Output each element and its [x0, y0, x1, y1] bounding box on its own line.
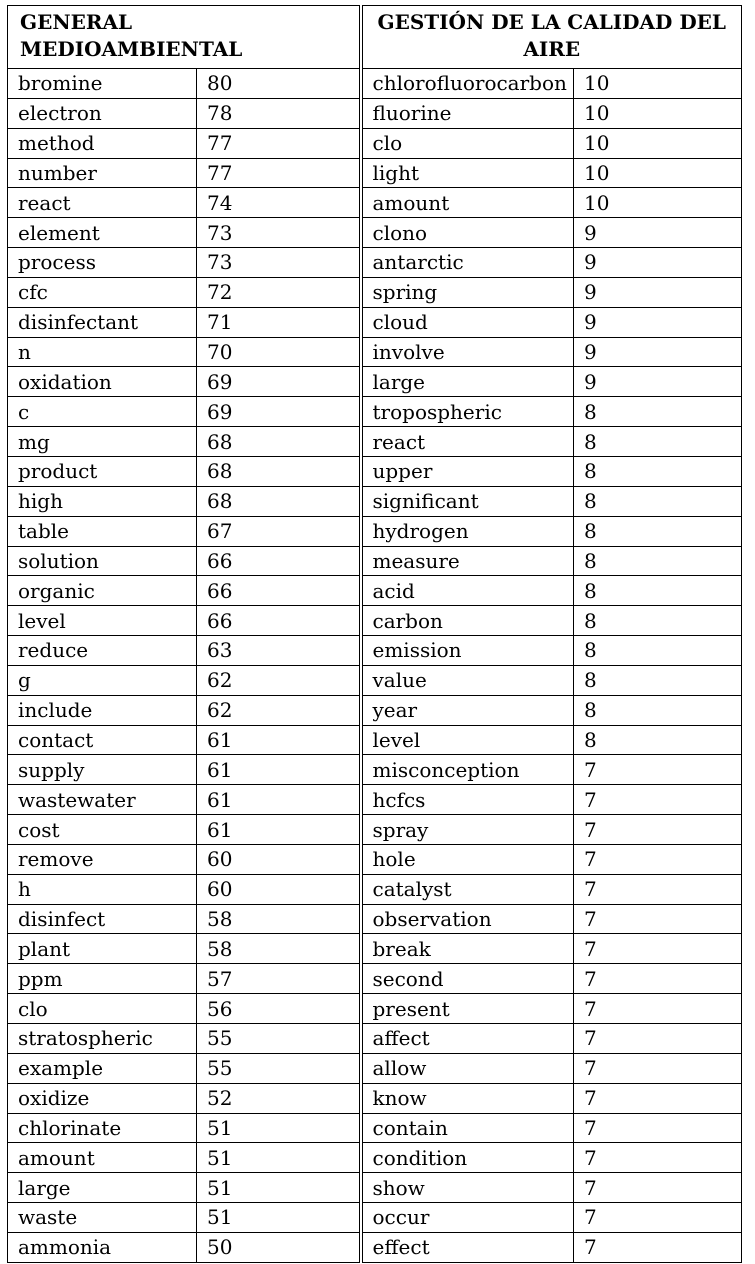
air-count-cell: 7 [574, 1173, 742, 1203]
air-term-cell: value [361, 665, 574, 695]
air-term-cell: present [361, 994, 574, 1024]
air-term-cell: condition [361, 1143, 574, 1173]
general-count-cell: 80 [197, 69, 361, 99]
air-term-cell: effect [361, 1232, 574, 1262]
table-row [8, 218, 742, 248]
general-count-cell: 61 [197, 755, 361, 785]
air-count-cell: 8 [574, 576, 742, 606]
air-term-cell: misconception [361, 755, 574, 785]
table-row [8, 964, 742, 994]
air-count-cell: 8 [574, 695, 742, 725]
general-term-cell: disinfect [8, 904, 197, 934]
air-term-cell: observation [361, 904, 574, 934]
general-term-cell: chlorinate [8, 1113, 197, 1143]
air-count-cell: 9 [574, 277, 742, 307]
table-row [8, 844, 742, 874]
air-count-cell: 7 [574, 904, 742, 934]
air-count-cell: 10 [574, 98, 742, 128]
general-count-cell: 70 [197, 337, 361, 367]
air-term-cell: catalyst [361, 874, 574, 904]
air-count-cell: 8 [574, 546, 742, 576]
table-row [8, 158, 742, 188]
air-count-cell: 8 [574, 606, 742, 636]
air-term-cell: spring [361, 277, 574, 307]
air-count-cell: 8 [574, 427, 742, 457]
general-count-cell: 61 [197, 815, 361, 845]
table-row [8, 874, 742, 904]
general-term-cell: oxidation [8, 367, 197, 397]
air-count-cell: 7 [574, 844, 742, 874]
table-row [8, 755, 742, 785]
general-count-cell: 50 [197, 1232, 361, 1262]
air-count-cell: 8 [574, 516, 742, 546]
general-count-cell: 61 [197, 725, 361, 755]
general-count-cell: 71 [197, 307, 361, 337]
general-count-cell: 73 [197, 248, 361, 278]
air-count-cell: 8 [574, 397, 742, 427]
general-count-cell: 51 [197, 1113, 361, 1143]
table-row [8, 1024, 742, 1054]
air-term-cell: second [361, 964, 574, 994]
table-row [8, 665, 742, 695]
air-count-cell: 7 [574, 1232, 742, 1262]
general-term-cell: g [8, 665, 197, 695]
table-container [7, 5, 742, 1263]
general-count-cell: 58 [197, 934, 361, 964]
general-count-cell: 63 [197, 636, 361, 666]
table-row [8, 307, 742, 337]
air-count-cell: 7 [574, 994, 742, 1024]
general-term-cell: reduce [8, 636, 197, 666]
air-term-cell: clo [361, 128, 574, 158]
air-count-cell: 7 [574, 1053, 742, 1083]
air-count-cell: 9 [574, 337, 742, 367]
header-general-medioambiental: GENERAL MEDIOAMBIENTAL [8, 6, 361, 69]
general-term-cell: high [8, 486, 197, 516]
table-row [8, 546, 742, 576]
general-count-cell: 77 [197, 158, 361, 188]
general-term-cell: large [8, 1173, 197, 1203]
table-row [8, 69, 742, 99]
air-term-cell: contain [361, 1113, 574, 1143]
general-count-cell: 58 [197, 904, 361, 934]
table-row [8, 188, 742, 218]
air-count-cell: 8 [574, 456, 742, 486]
general-count-cell: 78 [197, 98, 361, 128]
table-row [8, 1232, 742, 1262]
general-count-cell: 62 [197, 665, 361, 695]
table-row [8, 277, 742, 307]
air-count-cell: 7 [574, 815, 742, 845]
table-body [8, 69, 742, 1263]
air-count-cell: 7 [574, 874, 742, 904]
general-term-cell: oxidize [8, 1083, 197, 1113]
general-count-cell: 57 [197, 964, 361, 994]
general-term-cell: element [8, 218, 197, 248]
general-term-cell: c [8, 397, 197, 427]
air-term-cell: hydrogen [361, 516, 574, 546]
general-term-cell: waste [8, 1203, 197, 1233]
air-count-cell: 7 [574, 1203, 742, 1233]
table-row [8, 695, 742, 725]
general-term-cell: react [8, 188, 197, 218]
air-count-cell: 7 [574, 1083, 742, 1113]
general-term-cell: product [8, 456, 197, 486]
air-term-cell: affect [361, 1024, 574, 1054]
air-term-cell: emission [361, 636, 574, 666]
air-term-cell: allow [361, 1053, 574, 1083]
term-frequency-table [7, 5, 742, 1263]
header-gestion-calidad-aire: GESTIÓN DE LA CALIDAD DEL AIRE [361, 6, 742, 69]
table-row [8, 725, 742, 755]
general-count-cell: 61 [197, 785, 361, 815]
air-term-cell: year [361, 695, 574, 725]
table-row [8, 606, 742, 636]
table-row [8, 994, 742, 1024]
air-count-cell: 7 [574, 1143, 742, 1173]
general-term-cell: cost [8, 815, 197, 845]
table-row [8, 1203, 742, 1233]
air-term-cell: fluorine [361, 98, 574, 128]
air-count-cell: 8 [574, 486, 742, 516]
air-count-cell: 9 [574, 248, 742, 278]
general-count-cell: 66 [197, 606, 361, 636]
general-count-cell: 60 [197, 844, 361, 874]
general-count-cell: 55 [197, 1024, 361, 1054]
general-term-cell: plant [8, 934, 197, 964]
header-row [8, 6, 742, 69]
general-term-cell: stratospheric [8, 1024, 197, 1054]
general-term-cell: wastewater [8, 785, 197, 815]
air-term-cell: show [361, 1173, 574, 1203]
air-term-cell: hole [361, 844, 574, 874]
general-count-cell: 69 [197, 367, 361, 397]
air-term-cell: acid [361, 576, 574, 606]
air-term-cell: tropospheric [361, 397, 574, 427]
general-term-cell: mg [8, 427, 197, 457]
air-term-cell: carbon [361, 606, 574, 636]
air-count-cell: 7 [574, 934, 742, 964]
general-count-cell: 68 [197, 427, 361, 457]
general-count-cell: 51 [197, 1143, 361, 1173]
air-term-cell: involve [361, 337, 574, 367]
general-count-cell: 68 [197, 486, 361, 516]
air-term-cell: react [361, 427, 574, 457]
air-term-cell: light [361, 158, 574, 188]
table-row [8, 1113, 742, 1143]
air-count-cell: 8 [574, 636, 742, 666]
table-row [8, 128, 742, 158]
general-term-cell: process [8, 248, 197, 278]
air-term-cell: cloud [361, 307, 574, 337]
air-term-cell: spray [361, 815, 574, 845]
general-count-cell: 77 [197, 128, 361, 158]
general-count-cell: 74 [197, 188, 361, 218]
air-count-cell: 10 [574, 188, 742, 218]
air-term-cell: measure [361, 546, 574, 576]
general-count-cell: 51 [197, 1203, 361, 1233]
general-count-cell: 62 [197, 695, 361, 725]
general-count-cell: 66 [197, 576, 361, 606]
air-term-cell: significant [361, 486, 574, 516]
table-row [8, 1143, 742, 1173]
air-term-cell: occur [361, 1203, 574, 1233]
general-count-cell: 60 [197, 874, 361, 904]
table-row [8, 785, 742, 815]
air-term-cell: break [361, 934, 574, 964]
table-row [8, 397, 742, 427]
table-row [8, 1173, 742, 1203]
table-row [8, 1053, 742, 1083]
air-count-cell: 9 [574, 307, 742, 337]
general-term-cell: amount [8, 1143, 197, 1173]
air-count-cell: 7 [574, 785, 742, 815]
general-count-cell: 51 [197, 1173, 361, 1203]
air-count-cell: 9 [574, 367, 742, 397]
air-count-cell: 8 [574, 725, 742, 755]
air-term-cell: antarctic [361, 248, 574, 278]
general-term-cell: example [8, 1053, 197, 1083]
general-term-cell: bromine [8, 69, 197, 99]
general-term-cell: remove [8, 844, 197, 874]
general-term-cell: cfc [8, 277, 197, 307]
air-count-cell: 7 [574, 755, 742, 785]
general-term-cell: h [8, 874, 197, 904]
general-term-cell: table [8, 516, 197, 546]
air-count-cell: 7 [574, 1113, 742, 1143]
general-count-cell: 52 [197, 1083, 361, 1113]
air-term-cell: level [361, 725, 574, 755]
air-count-cell: 10 [574, 158, 742, 188]
table-row [8, 486, 742, 516]
air-term-cell: upper [361, 456, 574, 486]
general-term-cell: contact [8, 725, 197, 755]
general-term-cell: include [8, 695, 197, 725]
air-term-cell: chlorofluorocarbon [361, 69, 574, 99]
general-count-cell: 69 [197, 397, 361, 427]
general-count-cell: 67 [197, 516, 361, 546]
general-term-cell: ammonia [8, 1232, 197, 1262]
general-count-cell: 73 [197, 218, 361, 248]
table-row [8, 367, 742, 397]
table-row [8, 248, 742, 278]
general-term-cell: n [8, 337, 197, 367]
general-count-cell: 56 [197, 994, 361, 1024]
table-row [8, 1083, 742, 1113]
air-count-cell: 9 [574, 218, 742, 248]
general-term-cell: ppm [8, 964, 197, 994]
air-term-cell: clono [361, 218, 574, 248]
table-row [8, 934, 742, 964]
table-row [8, 815, 742, 845]
air-count-cell: 7 [574, 964, 742, 994]
air-count-cell: 8 [574, 665, 742, 695]
air-count-cell: 10 [574, 128, 742, 158]
table-row [8, 516, 742, 546]
general-term-cell: solution [8, 546, 197, 576]
general-term-cell: organic [8, 576, 197, 606]
table-row [8, 98, 742, 128]
table-row [8, 636, 742, 666]
air-term-cell: large [361, 367, 574, 397]
general-term-cell: level [8, 606, 197, 636]
general-count-cell: 55 [197, 1053, 361, 1083]
general-count-cell: 72 [197, 277, 361, 307]
air-count-cell: 7 [574, 1024, 742, 1054]
air-term-cell: amount [361, 188, 574, 218]
general-term-cell: disinfectant [8, 307, 197, 337]
general-term-cell: number [8, 158, 197, 188]
air-term-cell: hcfcs [361, 785, 574, 815]
general-term-cell: clo [8, 994, 197, 1024]
general-term-cell: electron [8, 98, 197, 128]
table-row [8, 337, 742, 367]
general-term-cell: supply [8, 755, 197, 785]
general-term-cell: method [8, 128, 197, 158]
general-count-cell: 68 [197, 456, 361, 486]
table-row [8, 456, 742, 486]
general-count-cell: 66 [197, 546, 361, 576]
table-row [8, 427, 742, 457]
table-row [8, 576, 742, 606]
table-row [8, 904, 742, 934]
air-term-cell: know [361, 1083, 574, 1113]
air-count-cell: 10 [574, 69, 742, 99]
